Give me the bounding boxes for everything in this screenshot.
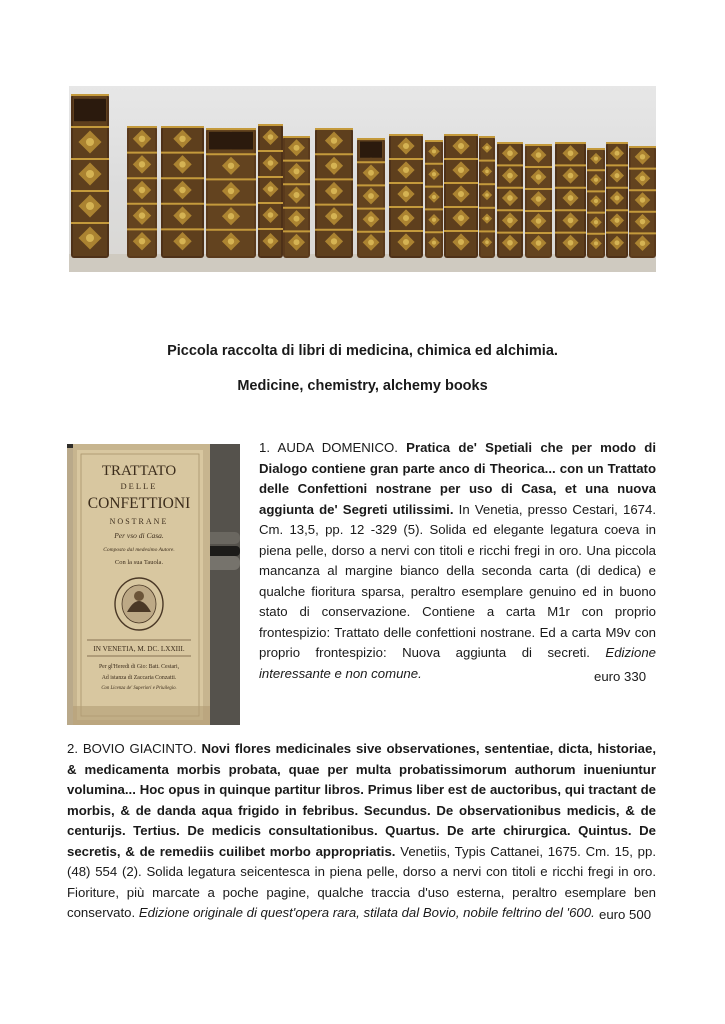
- cover-line-2: DELLE: [120, 481, 158, 491]
- cover-line-8: IN VENETIA, M. DC. LXXIII.: [93, 645, 185, 653]
- entry-2-author: 2. BOVIO GIACINTO.: [67, 741, 202, 756]
- cover-line-6: Composto dal medesimo Autore.: [103, 547, 175, 553]
- entry-2-description: Venetiis, Typis Cattanei, 1675. Cm. 15, pp. (48) 554 (2). Solida legatura seicentesca in piena pelle, dorso a nervi con titoli e ricchi fregi in oro. Fioriture, più marcate a poche pagine, qualche traccia d'uso esterna, peraltro esemplare ben conservato.: [67, 843, 656, 920]
- cover-line-4: NOSTRANE: [109, 517, 169, 526]
- entry-1-price: euro 330: [594, 669, 647, 684]
- cover-line-11: Con Licenza de' Superiori e Priuilegio.: [101, 686, 177, 691]
- entry-1-note: Edizione interessante e non comune.: [259, 645, 656, 681]
- cover-line-5: Per vso di Casa.: [114, 531, 164, 540]
- printers-device-icon: [115, 578, 163, 630]
- entry-2-text: [67, 739, 656, 924]
- title-page-image: [67, 444, 240, 725]
- entry-1-text: [259, 438, 656, 684]
- book-spines-photo: [69, 86, 656, 272]
- heading-english: Medicine, chemistry, alchemy books: [237, 378, 488, 394]
- entry-2-note: Edizione originale di quest'opera rara, stilata dal Bovio, nobile feltrino del '600.: [138, 905, 595, 920]
- cover-line-9: Per gl'Heredi di Gio: Batt. Cestari,: [98, 664, 180, 670]
- cover-line-7: Con la sua Tauola.: [114, 559, 164, 566]
- title-page-photo: [67, 444, 240, 725]
- book-spines-image: [69, 86, 656, 272]
- entry-1-title: Pratica de' Spetiali che per modo di Dialogo contiene gran parte anco di Theorica... con un Trattato delle Confettioni nostrane per uso di Casa, et una nuova aggiunta de' Segreti utilissimi.: [259, 440, 656, 517]
- heading-italian: Piccola raccolta di libri di medicina, chimica ed alchimia.: [167, 343, 558, 359]
- entry-1-description: In Venetia, presso Cestari, 1674. Cm. 13,5, pp. 12 -329 (5). Solida ed elegante legatura coeva in piena pelle, dorso a nervi con titoli e ricchi fregi in oro. Una piccola mancanza al margine bianco della seconda carta (di dedica) e qualche fioritura sparsa, peraltro esemplare genuino ed in buono stato di conservazione. Contiene a carta M1r con proprio frontespizio: Trattato delle confettioni nostrane. Ed a carta M9v con proprio frontespizio: Nuova aggiunta di secreti.: [259, 501, 656, 660]
- entry-2-price: euro 500: [599, 907, 652, 922]
- entry-2-title: Novi flores medicinales sive observationes, sententiae, dicta, historiae, & medicamenta morbis probata, quae per multa probatissimorum authorum inueniuntur volumina... Hoc opus in quinque partitur libros. Primus liber est de auctoribus, qui tractant de morbis, & de danda aqua frigido in febribus. Secundus. De observationibus medicis, & de centurijs. Tertius. De medicis consultationibus. Quartus. De arte chirurgica. Quintus. De secretis, & de remediis cuilibet morbo appropriatis.: [67, 741, 656, 859]
- entry-1-author: 1. AUDA DOMENICO.: [259, 440, 407, 455]
- cover-line-10: Ad istanza di Zaccaria Conzatti.: [101, 675, 177, 681]
- cover-line-3: CONFETTIONI: [87, 495, 191, 512]
- cover-line-1: TRATTATO: [101, 463, 177, 479]
